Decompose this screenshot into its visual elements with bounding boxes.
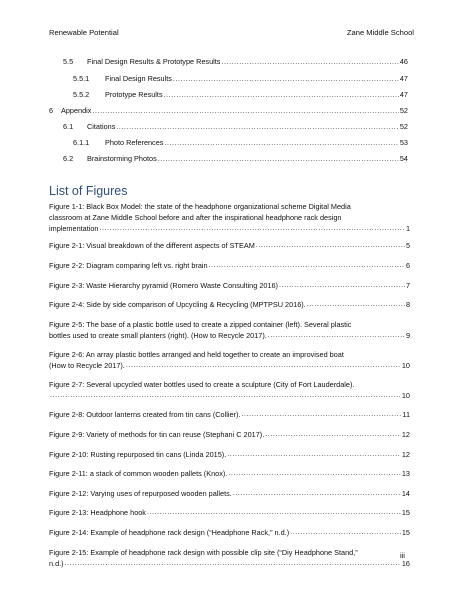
figure-entry[interactable] <box>49 410 410 421</box>
figure-caption-line: Figure 2-12: Varying uses of repurposed wooden pallets. <box>49 488 232 498</box>
figure-caption-line: Figure 2-11: a stack of common wooden pallets (Knox). <box>49 468 228 478</box>
toc-entry-page: 52 <box>399 106 408 115</box>
running-header-right: Zane Middle School <box>346 28 414 37</box>
figure-entry[interactable] <box>49 350 410 372</box>
dot-leader <box>50 391 401 402</box>
toc-entry[interactable] <box>49 55 408 66</box>
figure-caption-line: Figure 2-10: Rusting repurposed tin cans (Linda 2015). <box>49 449 227 459</box>
dot-leader <box>228 469 401 480</box>
figure-page: 5 <box>405 240 410 250</box>
toc-entry-number: 6.2 <box>63 154 74 163</box>
dot-leader <box>241 410 401 421</box>
toc-entry-label: Citations <box>87 122 116 131</box>
toc-entry[interactable] <box>49 72 408 83</box>
figure-entry[interactable] <box>49 202 410 235</box>
figure-entry[interactable] <box>49 281 410 292</box>
figure-entry[interactable] <box>49 508 410 519</box>
figure-caption-line: Figure 2-8: Outdoor lanterns created from tin cans (Collier). <box>49 409 241 419</box>
dot-leader <box>92 108 398 115</box>
figure-caption-line: Figure 2-14: Example of headphone rack design (“Headphone Rack,” n.d.) <box>49 527 290 537</box>
figure-entry[interactable] <box>49 261 410 272</box>
figure-entry[interactable] <box>49 300 410 311</box>
dot-leader <box>221 59 398 66</box>
dot-leader <box>164 92 399 99</box>
dot-leader <box>265 430 401 441</box>
list-of-figures-heading: List of Figures <box>49 184 128 198</box>
dot-leader <box>126 361 401 372</box>
figure-caption-line: Figure 2-3: Waste Hierarchy pyramid (Romero Waste Consulting 2016) <box>49 280 278 290</box>
toc-entry-page: 47 <box>399 90 408 99</box>
figure-entry[interactable] <box>49 548 410 570</box>
toc-entry-number: 5.5 <box>63 57 74 66</box>
figure-page: 11 <box>402 409 410 419</box>
figure-page: 10 <box>401 390 410 400</box>
figure-page: 6 <box>405 260 410 270</box>
toc-entry-label: Photo References <box>105 138 164 147</box>
toc-entry-number: 6 <box>49 106 54 115</box>
dot-leader <box>164 140 398 147</box>
figure-page: 8 <box>405 299 410 309</box>
figure-page: 7 <box>405 280 410 290</box>
toc-entry[interactable] <box>49 152 408 163</box>
figure-caption-line: classroom at Zane Middle School before and after the inspirational headphone rack design <box>49 212 342 222</box>
figure-entry[interactable] <box>49 450 410 461</box>
figure-entry[interactable] <box>49 320 410 342</box>
toc-entry-number: 6.1 <box>63 122 74 131</box>
dot-leader <box>65 559 401 570</box>
figure-caption-line: Figure 2-13: Headphone hook <box>49 507 146 517</box>
figure-entry[interactable] <box>49 241 410 252</box>
figure-caption-line: implementation <box>49 223 99 233</box>
dot-leader <box>209 261 405 272</box>
figure-caption-line: Figure 2-1: Visual breakdown of the different aspects of STEAM <box>49 240 255 250</box>
figure-caption-line: Figure 2-5: The base of a plastic bottle used to create a zipped container (left). Several plastic <box>49 319 352 329</box>
dot-leader <box>233 489 401 500</box>
figure-page: 15 <box>401 527 410 537</box>
figure-page: 15 <box>401 507 410 517</box>
figure-caption-line: Figure 2-15: Example of headphone rack design with possible clip site (“Diy Headphone Stand,” <box>49 547 358 557</box>
toc-entry-number: 5.5.2 <box>73 90 90 99</box>
figure-page: 13 <box>401 468 410 478</box>
figure-caption-line: Figure 2-7: Several upcycled water bottles used to create a sculpture (City of Fort Lauderdale). <box>49 379 355 389</box>
figure-page: 9 <box>405 330 410 340</box>
dot-leader <box>307 300 405 311</box>
toc-entry[interactable] <box>49 136 408 147</box>
toc-entry-label: Final Design Results <box>105 74 172 83</box>
toc-entry-label: Brainstorming Photos <box>87 154 157 163</box>
figure-entry[interactable] <box>49 380 410 402</box>
toc-entry-page: 52 <box>399 122 408 131</box>
figure-caption-line: Figure 2-4: Side by side comparison of Upcycling & Recycling (MPTPSU 2016). <box>49 299 306 309</box>
figure-page: 10 <box>401 360 410 370</box>
figure-entry[interactable] <box>49 489 410 500</box>
toc-entry[interactable] <box>49 88 408 99</box>
dot-leader <box>158 156 399 163</box>
figure-page: 14 <box>401 488 410 498</box>
dot-leader <box>290 528 401 539</box>
figure-caption-line: n.d.) <box>49 558 64 568</box>
figure-caption-line: (How to Recycle 2017). <box>49 360 125 370</box>
figure-entry[interactable] <box>49 469 410 480</box>
toc-entry-label: Prototype Results <box>105 90 163 99</box>
toc-entry[interactable] <box>49 120 408 131</box>
dot-leader <box>116 124 398 131</box>
figure-page: 16 <box>401 558 410 568</box>
dot-leader <box>99 224 404 235</box>
figure-caption-line: Figure 1-1: Black Box Model: the state of the headphone organizational scheme Digital Media <box>49 201 351 211</box>
toc-entry-page: 47 <box>399 74 408 83</box>
dot-leader <box>256 241 405 252</box>
toc-entry-page: 54 <box>399 154 408 163</box>
figure-caption-line: Figure 2-2: Diagram comparing left vs. right brain <box>49 260 208 270</box>
dot-leader <box>147 508 401 519</box>
running-header-left: Renewable Potential <box>49 28 119 37</box>
toc-entry-number: 5.5.1 <box>73 74 90 83</box>
toc-entry-page: 53 <box>399 138 408 147</box>
dot-leader <box>268 331 405 342</box>
page-number: iii <box>399 551 405 560</box>
dot-leader <box>173 76 399 83</box>
figure-caption-line: Figure 2-9: Variety of methods for tin can reuse (Stephani C 2017). <box>49 429 265 439</box>
figure-entry[interactable] <box>49 528 410 539</box>
figure-page: 12 <box>401 429 410 439</box>
figure-page: 12 <box>401 449 410 459</box>
toc-entry[interactable] <box>49 104 408 115</box>
dot-leader <box>279 281 405 292</box>
figure-caption-line: Figure 2-6: An array plastic bottles arranged and held together to create an improvised boat <box>49 349 344 359</box>
figure-caption-line: bottles used to create small planters (right). (How to Recycle 2017). <box>49 330 267 340</box>
toc-entry-number: 6.1.1 <box>73 138 90 147</box>
toc-entry-label: Final Design Results & Prototype Results <box>87 57 221 66</box>
toc-entry-page: 46 <box>399 57 408 66</box>
figure-entry[interactable] <box>49 430 410 441</box>
toc-entry-label: Appendix <box>61 106 92 115</box>
figure-page: 1 <box>405 223 410 233</box>
dot-leader <box>227 450 401 461</box>
